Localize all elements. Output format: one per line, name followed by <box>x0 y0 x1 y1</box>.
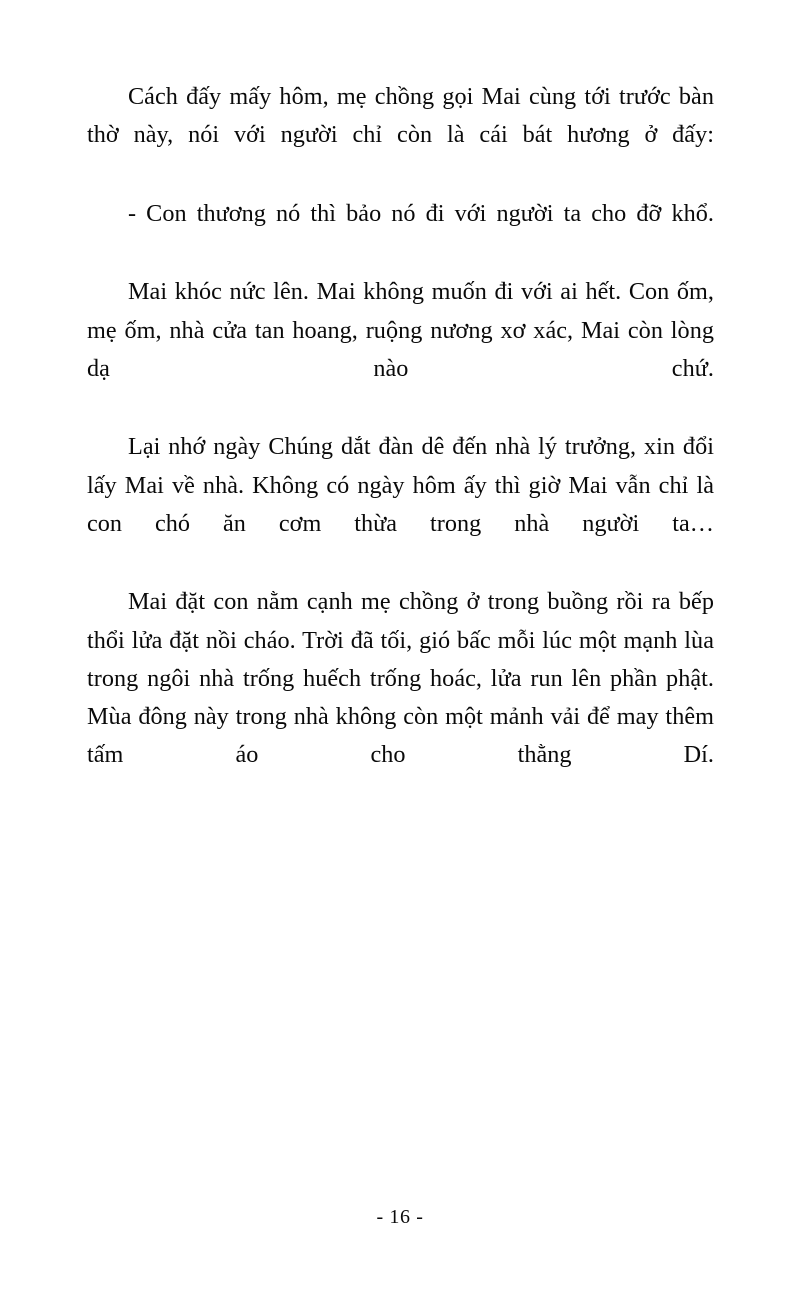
paragraph-dialogue: - Con thương nó thì bảo nó đi với người ta cho đỡ khổ. <box>128 199 714 227</box>
paragraph: Mai khóc nức lên. Mai không muốn đi với ai hết. Con ốm, mẹ ốm, nhà cửa tan hoang, ruộng nương xơ xác, Mai còn lòng dạ nào chứ. <box>87 278 714 382</box>
paragraph: Mai đặt con nằm cạnh mẹ chồng ở trong buồng rồi ra bếp thổi lửa đặt nồi cháo. Trời đã tối, gió bấc mỗi lúc một mạnh lùa trong ngôi nhà trống huếch trống hoác, lửa run lên phần phật. Mùa đông này trong nhà không còn một mảnh vải để may thêm tấm áo cho thằng Dí. <box>87 588 714 769</box>
page-number: - 16 - <box>376 1206 424 1228</box>
paragraph: Lại nhớ ngày Chúng dắt đàn dê đến nhà lý trưởng, xin đổi lấy Mai về nhà. Không có ngày hôm ấy thì giờ Mai vẫn chỉ là con chó ăn cơm thừa trong nhà người ta… <box>87 433 714 537</box>
paragraph: Cách đấy mấy hôm, mẹ chồng gọi Mai cùng tới trước bàn thờ này, nói với người chỉ còn là cái bát hương ở đấy: <box>87 83 714 149</box>
page-text-block <box>87 78 714 813</box>
